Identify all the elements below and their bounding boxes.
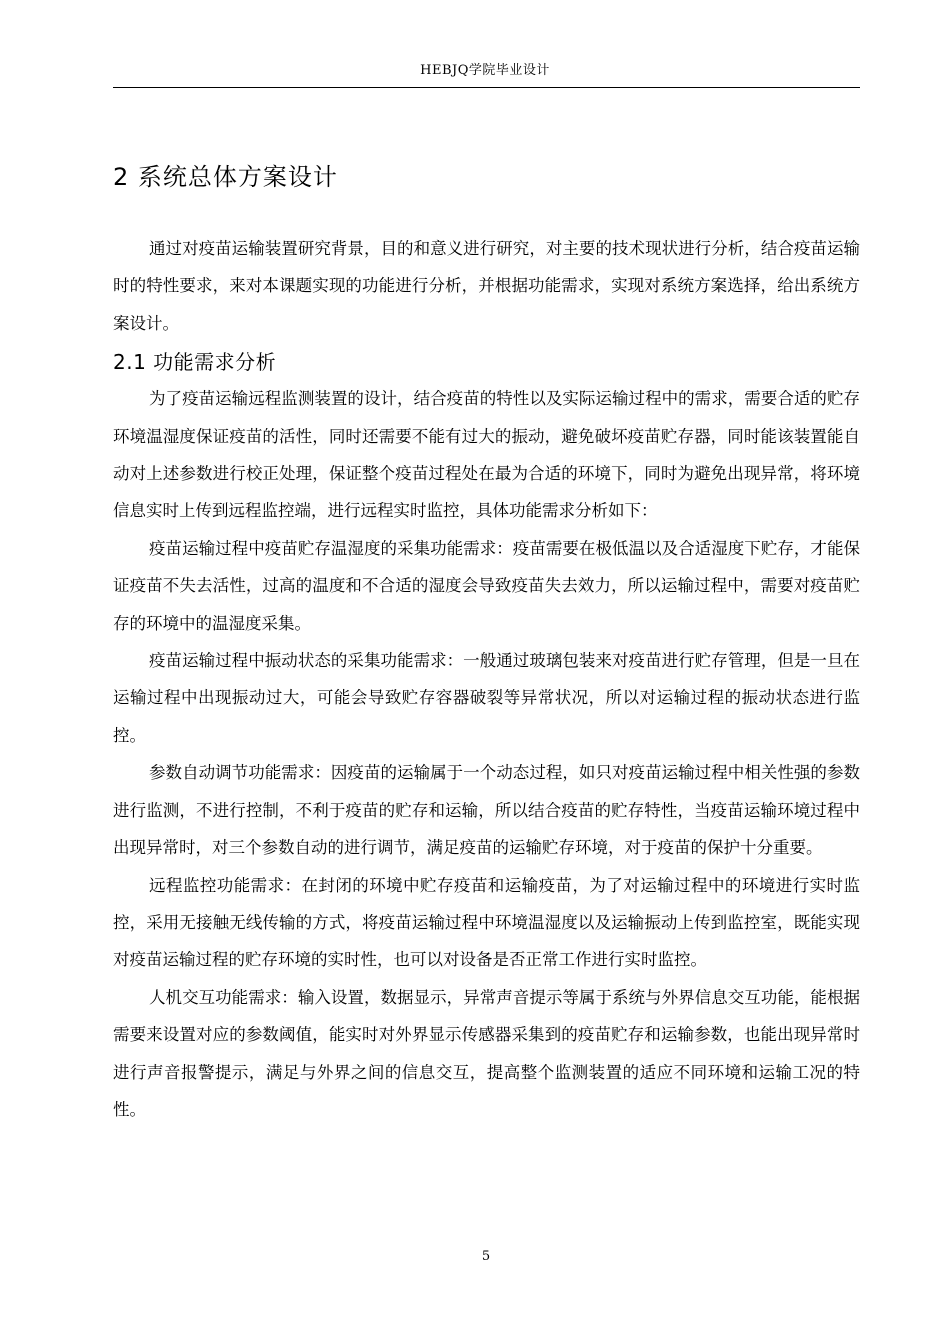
section-paragraph-vibration: 疫苗运输过程中振动状态的采集功能需求：一般通过玻璃包装来对疫苗进行贮存管理，但是一旦在运输过程中出现振动过大，可能会导致贮存容器破裂等异常状况，所以对运输过程的振动状态进行监控。 bbox=[113, 651, 860, 745]
header-divider bbox=[113, 87, 860, 88]
section-paragraph-auto-adjust: 参数自动调节功能需求：因疫苗的运输属于一个动态过程，如只对疫苗运输过程中相关性强的参数进行监测，不进行控制，不利于疫苗的贮存和运输，所以结合疫苗的贮存特性，当疫苗运输环境过程中出现异常时，对三个参数自动的进行调节，满足疫苗的运输贮存环境，对于疫苗的保护十分重要。 bbox=[113, 763, 860, 858]
running-header: HEBJQ学院毕业设计 bbox=[420, 63, 550, 78]
section-title: 2.1 功能需求分析 bbox=[113, 350, 277, 375]
section-paragraph-temperature-humidity: 疫苗运输过程中疫苗贮存温湿度的采集功能需求：疫苗需要在极低温以及合适湿度下贮存，才能保证疫苗不失去活性，过高的温度和不合适的湿度会导致疫苗失去效力，所以运输过程中，需要对疫苗贮存的环境中的温湿度采集。 bbox=[113, 538, 860, 633]
chapter-intro-paragraph: 通过对疫苗运输装置研究背景，目的和意义进行研究，对主要的技术现状进行分析，结合疫苗运输时的特性要求，来对本课题实现的功能进行分析，并根据功能需求，实现对系统方案选择，给出系统方案设计。 bbox=[113, 239, 860, 333]
section-paragraph-overview: 为了疫苗运输远程监测装置的设计，结合疫苗的特性以及实际运输过程中的需求，需要合适的贮存环境温湿度保证疫苗的活性，同时还需要不能有过大的振动，避免破坏疫苗贮存器，同时能该装置能自动对上述参数进行校正处理，保证整个疫苗过程处在最为合适的环境下，同时为避免出现异常，将环境信息实时上传到远程监控端，进行远程实时监控，具体功能需求分析如下： bbox=[113, 389, 860, 521]
chapter-title: 2 系统总体方案设计 bbox=[113, 163, 338, 191]
page-number: 5 bbox=[481, 1249, 491, 1264]
page-body bbox=[113, 150, 860, 1128]
section-paragraph-human-machine: 人机交互功能需求：输入设置，数据显示，异常声音提示等属于系统与外界信息交互功能，能根据需要来设置对应的参数阈值，能实时对外界显示传感器采集到的疫苗贮存和运输参数，也能出现异常时进行声音报警提示，满足与外界之间的信息交互，提高整个监测装置的适应不同环境和运输工况的特性。 bbox=[113, 987, 860, 1119]
section-paragraph-remote-monitoring: 远程监控功能需求：在封闭的环境中贮存疫苗和运输疫苗，为了对运输过程中的环境进行实时监控，采用无接触无线传输的方式，将疫苗运输过程中环境温湿度以及运输振动上传到监控室，既能实现对疫苗运输过程的贮存环境的实时性，也可以对设备是否正常工作进行实时监控。 bbox=[113, 875, 860, 970]
